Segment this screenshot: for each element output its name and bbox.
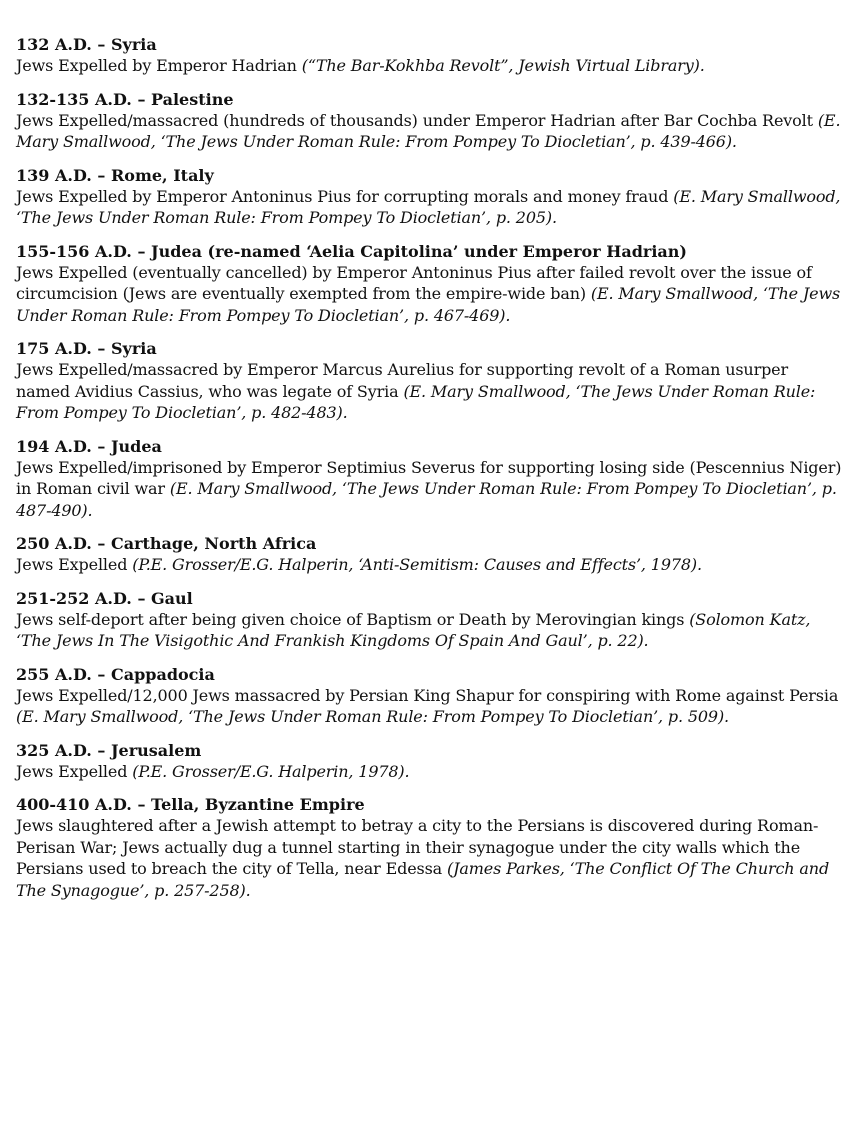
entry-citation: (E. Mary Smallwood, ‘The Jews Under Roman Rule: From Pompey To Diocletian’, p. 487-490). — [16, 479, 837, 520]
entry-citation: (“The Bar-Kokhba Revolt”, Jewish Virtual Library). — [301, 56, 705, 75]
entry-body — [16, 359, 846, 424]
entry-3 — [16, 241, 846, 327]
entry-citation: (E. Mary Smallwood, ‘The Jews Under Roman Rule: From Pompey To Diocletian’, p. 439-466). — [16, 110, 841, 151]
entry-heading: 132 A.D. – Syria — [16, 35, 157, 54]
entry-citation: (Solomon Katz, ‘The Jews In The Visigothic And Frankish Kingdoms Of Spain And Gaul’, p. 22). — [16, 609, 811, 650]
entry-heading: 155-156 A.D. – Judea (re-named ‘Aelia Capitolina’ under Emperor Hadrian) — [16, 241, 687, 261]
entry-text: Jews Expelled (eventually cancelled) by Emperor Antoninus Pius after failed revolt over the issue of circumcision (Jews are eventually exempted from the empire-wide ban) — [16, 262, 812, 303]
entry-citation: (P.E. Grosser/E.G. Halperin, 1978). — [132, 761, 410, 781]
entry-body — [16, 761, 846, 783]
entry-heading: 139 A.D. – Rome, Italy — [16, 165, 214, 185]
entry-text: Jews Expelled by Emperor Antoninus Pius for corrupting morals and money fraud — [16, 186, 674, 206]
entry-text: Jews Expelled/12,000 Jews massacred by Persian King Shapur for conspiring with Rome against Persia — [16, 685, 839, 705]
entry-body — [16, 457, 846, 522]
document-page — [16, 34, 846, 913]
entry-heading: 251-252 A.D. – Gaul — [16, 588, 193, 608]
entry-5 — [16, 436, 846, 522]
entry-body — [16, 262, 846, 327]
entry-text: Jews Expelled/imprisoned by Emperor Septimius Severus for supporting losing side (Pescennius Niger) in Roman civil war — [16, 457, 842, 498]
entry-body — [16, 55, 846, 77]
entry-heading: 250 A.D. – Carthage, North Africa — [16, 534, 317, 553]
entry-citation: (E. Mary Smallwood, ‘The Jews Under Roman Rule: From Pompey To Diocletian’, p. 467-469). — [16, 284, 841, 325]
entry-text: Jews Expelled by Emperor Hadrian — [16, 56, 302, 75]
entry-9 — [16, 740, 846, 783]
entry-citation: (James Parkes, ‘The Conflict Of The Church and The Synagogue’, p. 257-258). — [16, 859, 830, 900]
entry-text: Jews Expelled/massacred by Emperor Marcus Aurelius for supporting revolt of a Roman usurper named Avidius Cassius, who was legate of Syria — [16, 360, 788, 401]
entry-heading: 194 A.D. – Judea — [16, 436, 162, 456]
entry-body — [16, 554, 846, 576]
entry-citation: (E. Mary Smallwood, ‘The Jews Under Roman Rule: From Pompey To Diocletian’, p. 509). — [16, 707, 729, 726]
entry-body — [16, 815, 846, 901]
entry-heading: 175 A.D. – Syria — [16, 339, 157, 358]
entry-citation: (E. Mary Smallwood, ‘The Jews Under Roman Rule: From Pompey To Diocletian’, p. 205). — [16, 186, 841, 227]
entry-2 — [16, 165, 846, 229]
entry-citation: (E. Mary Smallwood, ‘The Jews Under Roman Rule: From Pompey To Diocletian’, p. 482-483). — [16, 381, 816, 422]
entry-body — [16, 110, 846, 153]
entry-heading: 325 A.D. – Jerusalem — [16, 740, 202, 760]
entry-body — [16, 609, 846, 652]
entry-text: Jews Expelled — [16, 761, 133, 781]
entry-1 — [16, 89, 846, 153]
entry-6 — [16, 533, 846, 576]
entry-citation: (P.E. Grosser/E.G. Halperin, ‘Anti-Semitism: Causes and Effects’, 1978). — [132, 555, 702, 574]
entry-0 — [16, 34, 846, 77]
entry-body — [16, 685, 846, 728]
entry-8 — [16, 664, 846, 728]
entry-text: Jews Expelled — [16, 555, 133, 574]
entry-text: Jews slaughtered after a Jewish attempt to betray a city to the Persians is discovered during Roman-Perisan War; Jews actually dug a tunnel starting in their synagogue under the city walls which the Persians used to breach the city of Tella, near Edessa — [16, 816, 819, 878]
entry-4 — [16, 338, 846, 424]
entry-7 — [16, 588, 846, 652]
entry-heading: 132-135 A.D. – Palestine — [16, 89, 234, 109]
entry-text: Jews self-deport after being given choice of Baptism or Death by Merovingian kings — [16, 609, 690, 629]
entry-body — [16, 186, 846, 229]
entry-heading: 400-410 A.D. – Tella, Byzantine Empire — [16, 795, 365, 814]
entry-text: Jews Expelled/massacred (hundreds of thousands) under Emperor Hadrian after Bar Cochba Revolt — [16, 110, 818, 130]
entry-heading: 255 A.D. – Cappadocia — [16, 664, 215, 684]
entry-10 — [16, 794, 846, 901]
